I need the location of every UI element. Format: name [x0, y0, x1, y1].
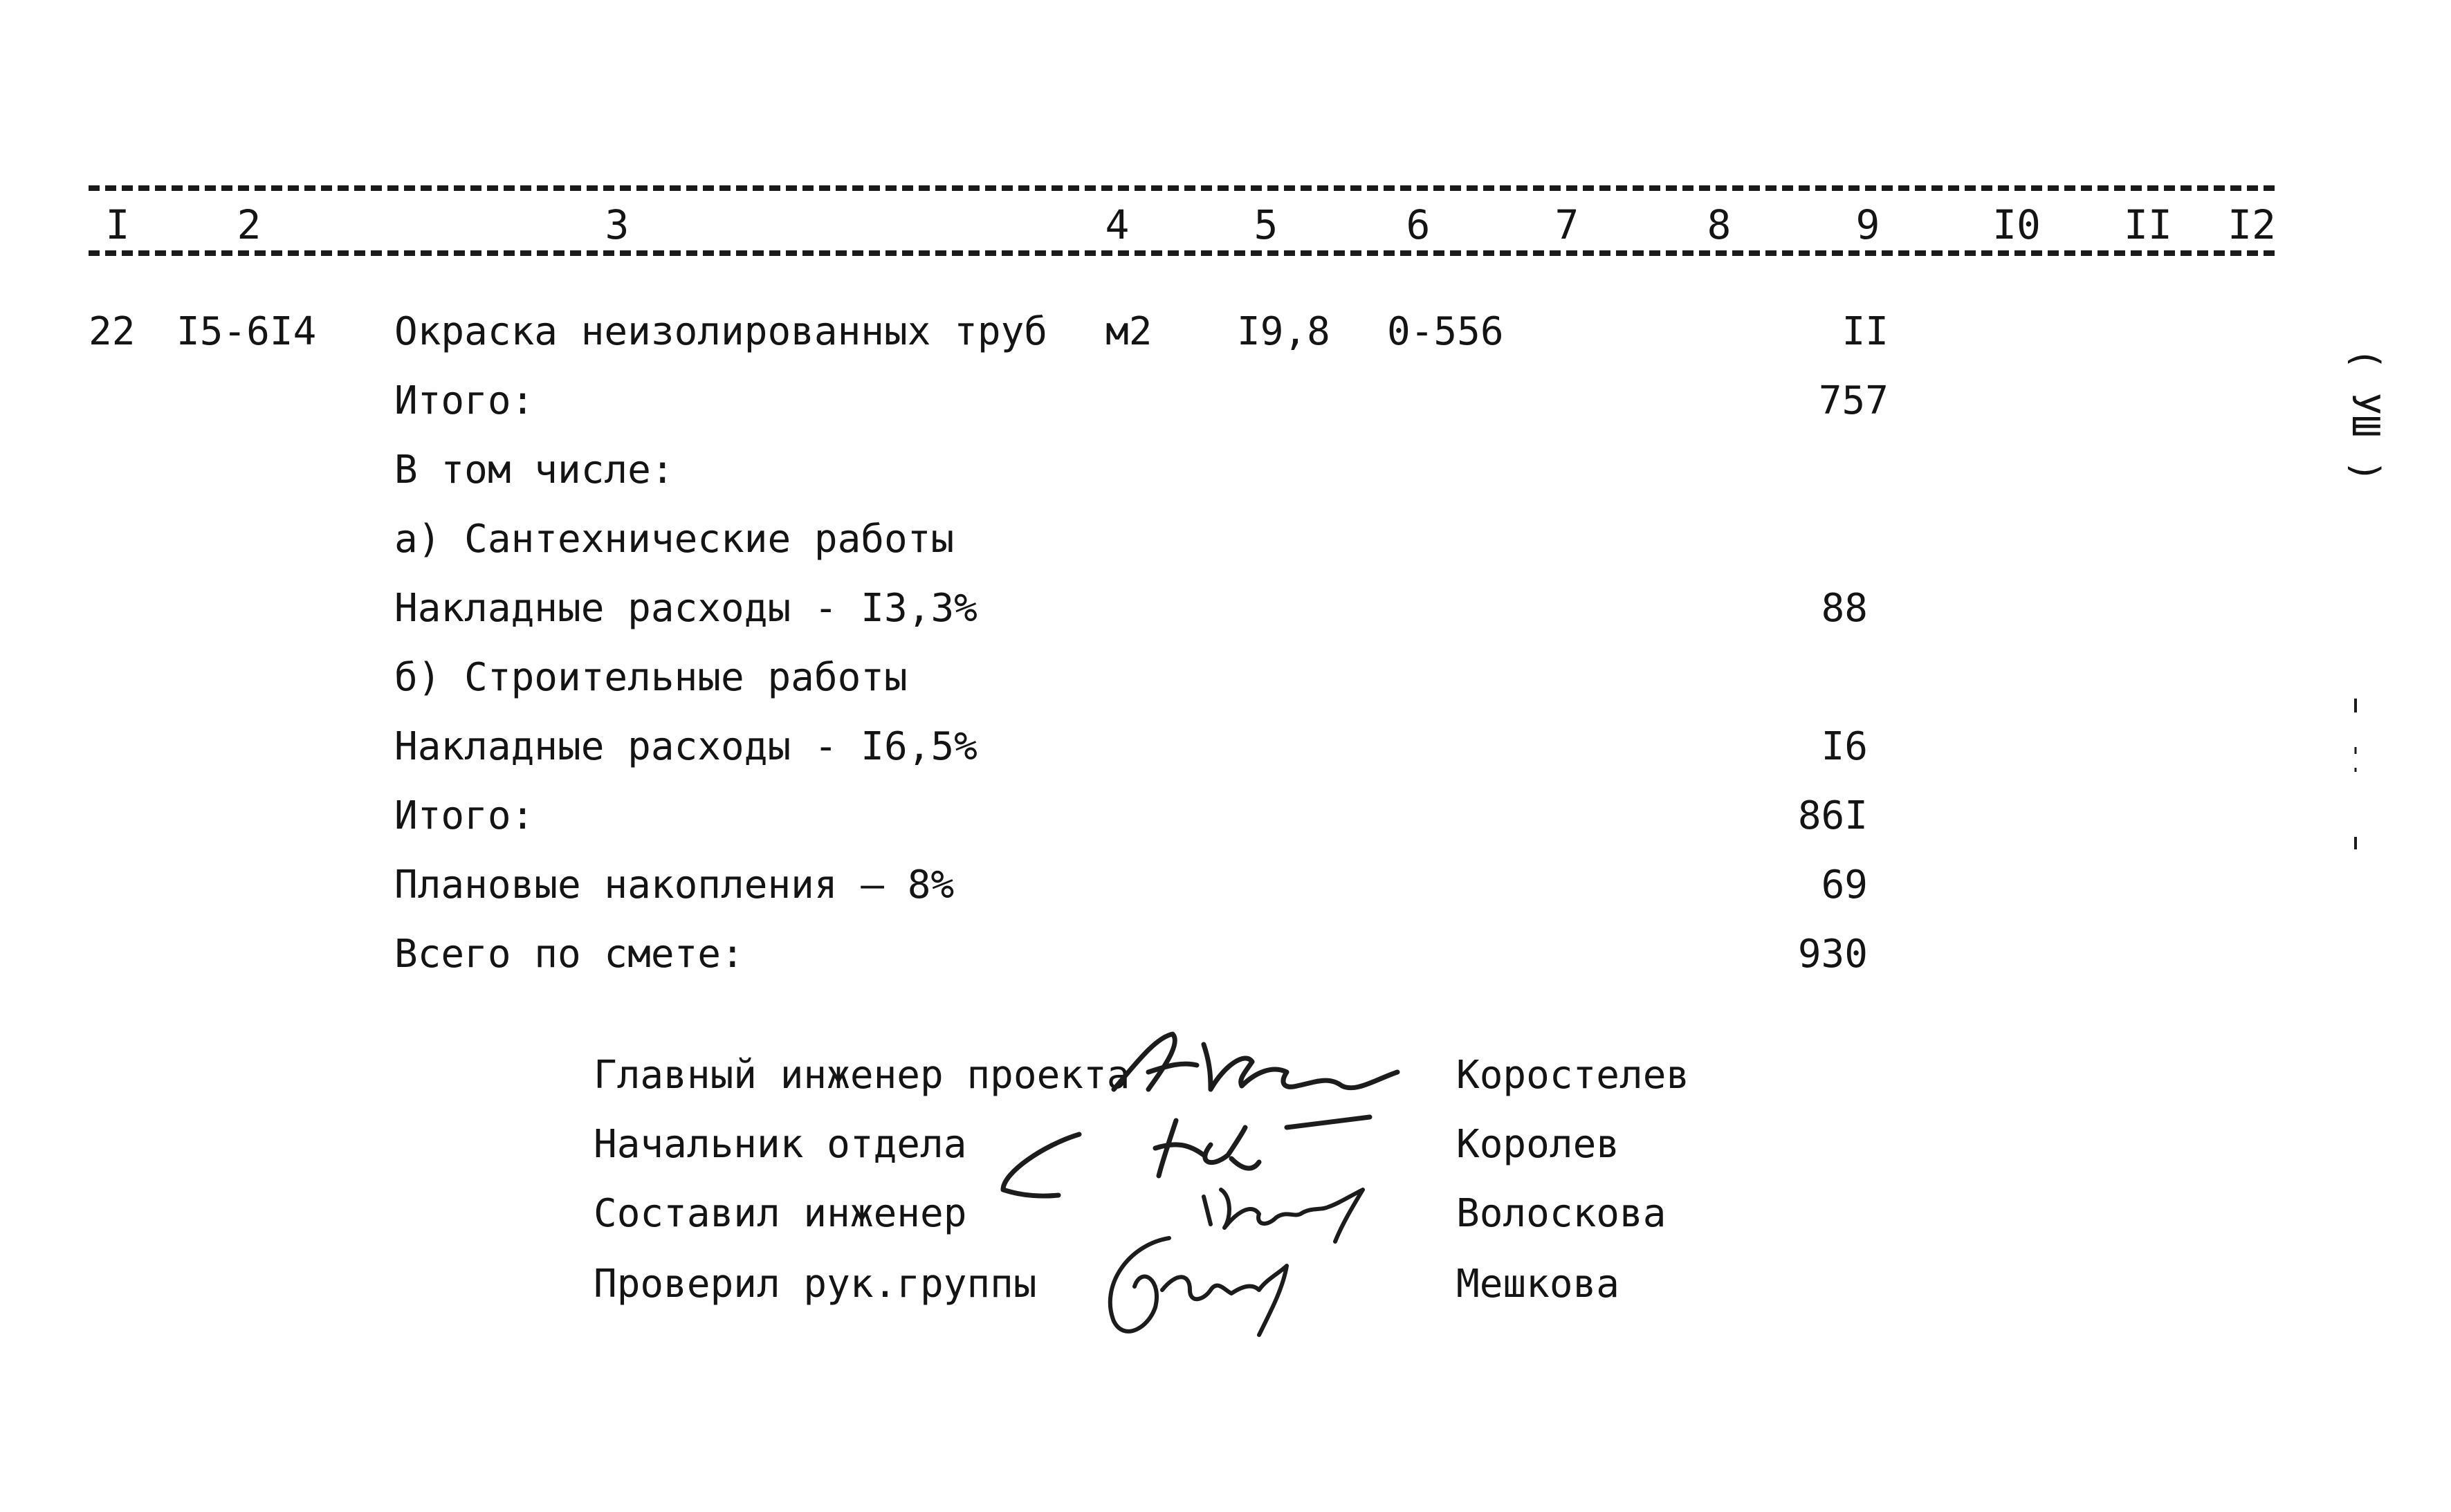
handwritten-signature: [1086, 1224, 1321, 1349]
row-name: Окраска неизолированных труб: [394, 309, 1048, 354]
row-code: I5-6I4: [176, 309, 317, 354]
column-header: 4: [1105, 201, 1130, 248]
header-bottom-rule: [89, 250, 2275, 256]
signature-position: Проверил рук.группы: [594, 1262, 1037, 1307]
summary-label: а) Сантехнические работы: [394, 517, 955, 562]
column-header: II: [2124, 201, 2172, 248]
row-total: II: [1842, 309, 1889, 354]
column-header: 2: [237, 201, 261, 248]
summary-value: 757: [1818, 378, 1889, 423]
signature-name: Мешкова: [1456, 1262, 1620, 1307]
summary-value: 930: [1797, 932, 1868, 977]
summary-value: 86I: [1797, 793, 1868, 838]
summary-value: I6: [1821, 724, 1868, 769]
row-unit: м2: [1105, 309, 1153, 354]
summary-label: Итого:: [394, 378, 535, 423]
side-page-mark: ( УШ ): [2344, 347, 2388, 483]
summary-label: Плановые накопления – 8%: [394, 863, 955, 907]
column-header: I: [105, 201, 130, 248]
signature-position: Составил инженер: [594, 1191, 967, 1236]
column-header: 3: [605, 201, 630, 248]
row-quantity: I9,8: [1237, 309, 1330, 354]
handwritten-signature: [1107, 1024, 1411, 1107]
row-price: 0-556: [1387, 309, 1504, 354]
signature-position: Главный инженер проекта: [594, 1053, 1130, 1098]
summary-label: В том числе:: [394, 448, 674, 492]
column-header: 8: [1707, 201, 1732, 248]
summary-label: Накладные расходы - I6,5%: [394, 724, 977, 769]
column-header: 5: [1254, 201, 1278, 248]
column-header: 7: [1554, 201, 1579, 248]
summary-label: Всего по смете:: [394, 932, 744, 977]
row-number: 22: [89, 309, 136, 354]
summary-value: 88: [1821, 586, 1868, 631]
summary-label: Итого:: [394, 793, 535, 838]
signature-name: Королев: [1456, 1122, 1620, 1167]
signature-name: Коростелев: [1456, 1053, 1690, 1098]
signature-name: Волоскова: [1456, 1191, 1667, 1236]
summary-label: б) Строительные работы: [394, 655, 908, 700]
summary-label: Накладные расходы - I3,3%: [394, 586, 977, 631]
signature-position: Начальник отдела: [594, 1122, 967, 1167]
column-header: I0: [1992, 201, 2041, 248]
margin-ticks: [2349, 699, 2362, 851]
summary-value: 69: [1821, 863, 1868, 907]
column-header: 6: [1406, 201, 1431, 248]
column-header: 9: [1855, 201, 1880, 248]
column-header: I2: [2228, 201, 2276, 248]
header-top-rule: [89, 185, 2275, 191]
